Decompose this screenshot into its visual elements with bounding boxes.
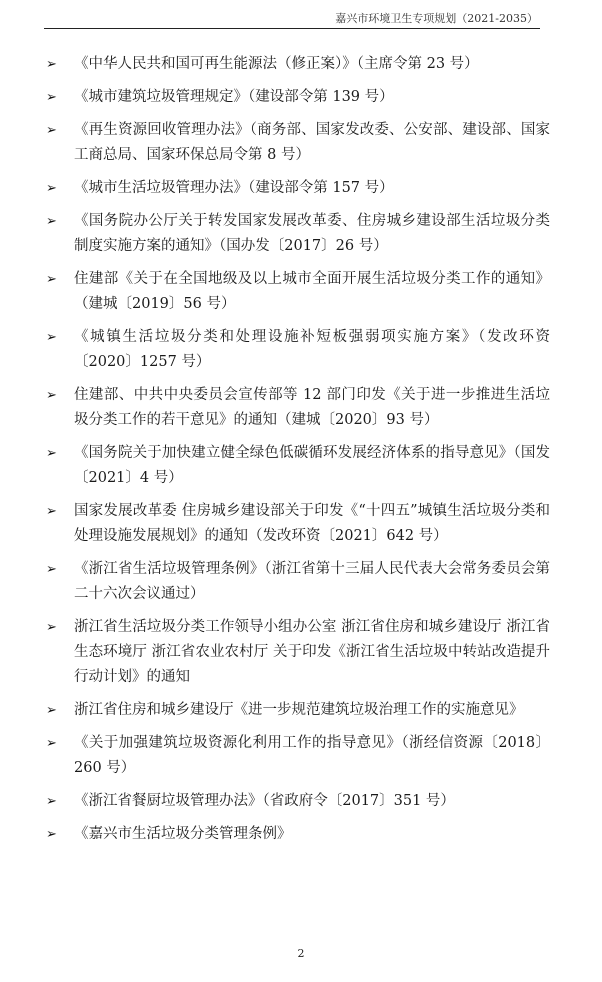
list-item [46, 209, 550, 259]
list-item [46, 789, 550, 814]
arrow-bullet-icon: ➢ [46, 562, 57, 577]
arrow-bullet-icon: ➢ [46, 620, 57, 635]
list-item-text: 《关于加强建筑垃圾资源化利用工作的指导意见》（浙经信资源〔2018〕260 号） [74, 735, 550, 776]
list-item [46, 267, 550, 317]
arrow-bullet-icon: ➢ [46, 57, 57, 72]
list-item-text: 浙江省住房和城乡建设厅《进一步规范建筑垃圾治理工作的实施意见》 [74, 702, 524, 718]
list-item-text: 《再生资源回收管理办法》（商务部、国家发改委、公安部、建设部、国家工商总局、国家环保总局令第 8 号） [74, 122, 550, 163]
list-item-text: 住建部、中共中央委员会宣传部等 12 部门印发《关于进一步推进生活垃圾分类工作的若干意见》的通知（建城〔2020〕93 号） [74, 387, 550, 428]
list-item-text: 浙江省生活垃圾分类工作领导小组办公室 浙江省住房和城乡建设厅 浙江省生态环境厅 浙江省农业农村厅 关于印发《浙江省生活垃圾中转站改造提升行动计划》的通知 [74, 619, 550, 685]
list-item-text: 国家发展改革委 住房城乡建设部关于印发《“十四五”城镇生活垃圾分类和处理设施发展规划》的通知（发改环资〔2021〕642 号） [74, 503, 550, 544]
page-number: 2 [297, 947, 305, 960]
list-item [46, 325, 550, 375]
list-item-text: 《中华人民共和国可再生能源法（修正案）》（主席令第 23 号） [74, 56, 479, 72]
list-item-text: 《国务院办公厅关于转发国家发展改革委、住房城乡建设部生活垃圾分类制度实施方案的通知》（国办发〔2017〕26 号） [74, 213, 550, 254]
arrow-bullet-icon: ➢ [46, 446, 57, 461]
list-item [46, 383, 550, 433]
list-item-text: 《城市建筑垃圾管理规定》（建设部令第 139 号） [74, 89, 394, 105]
list-item [46, 441, 550, 491]
list-item [46, 615, 550, 690]
list-item [46, 176, 550, 201]
list-item [46, 52, 550, 77]
arrow-bullet-icon: ➢ [46, 794, 57, 809]
list-item-text: 《国务院关于加快建立健全绿色低碳循环发展经济体系的指导意见》（国发〔2021〕4 号） [74, 445, 550, 486]
arrow-bullet-icon: ➢ [46, 123, 57, 138]
list-item-text: 《浙江省餐厨垃圾管理办法》（省政府令〔2017〕351 号） [74, 793, 455, 809]
regulation-list [46, 52, 550, 855]
arrow-bullet-icon: ➢ [46, 272, 57, 287]
list-item [46, 822, 550, 847]
arrow-bullet-icon: ➢ [46, 330, 57, 345]
list-item [46, 85, 550, 110]
arrow-bullet-icon: ➢ [46, 388, 57, 403]
arrow-bullet-icon: ➢ [46, 736, 57, 751]
arrow-bullet-icon: ➢ [46, 703, 57, 718]
list-item [46, 698, 550, 723]
arrow-bullet-icon: ➢ [46, 90, 57, 105]
list-item-text: 《城市生活垃圾管理办法》（建设部令第 157 号） [74, 180, 394, 196]
arrow-bullet-icon: ➢ [46, 504, 57, 519]
header-divider [44, 28, 540, 29]
list-item [46, 731, 550, 781]
list-item-text: 住建部《关于在全国地级及以上城市全面开展生活垃圾分类工作的通知》（建城〔2019〕56 号） [74, 271, 550, 312]
arrow-bullet-icon: ➢ [46, 214, 57, 229]
list-item [46, 118, 550, 168]
list-item [46, 557, 550, 607]
arrow-bullet-icon: ➢ [46, 181, 57, 196]
list-item [46, 499, 550, 549]
list-item-text: 《浙江省生活垃圾管理条例》（浙江省第十三届人民代表大会常务委员会第二十六次会议通过） [74, 561, 550, 602]
arrow-bullet-icon: ➢ [46, 827, 57, 842]
list-item-text: 《城镇生活垃圾分类和处理设施补短板强弱项实施方案》（发改环资〔2020〕1257 号） [74, 329, 550, 370]
page-header-title: 嘉兴市环境卫生专项规划（2021-2035） [335, 12, 538, 25]
list-item-text: 《嘉兴市生活垃圾分类管理条例》 [74, 826, 292, 842]
